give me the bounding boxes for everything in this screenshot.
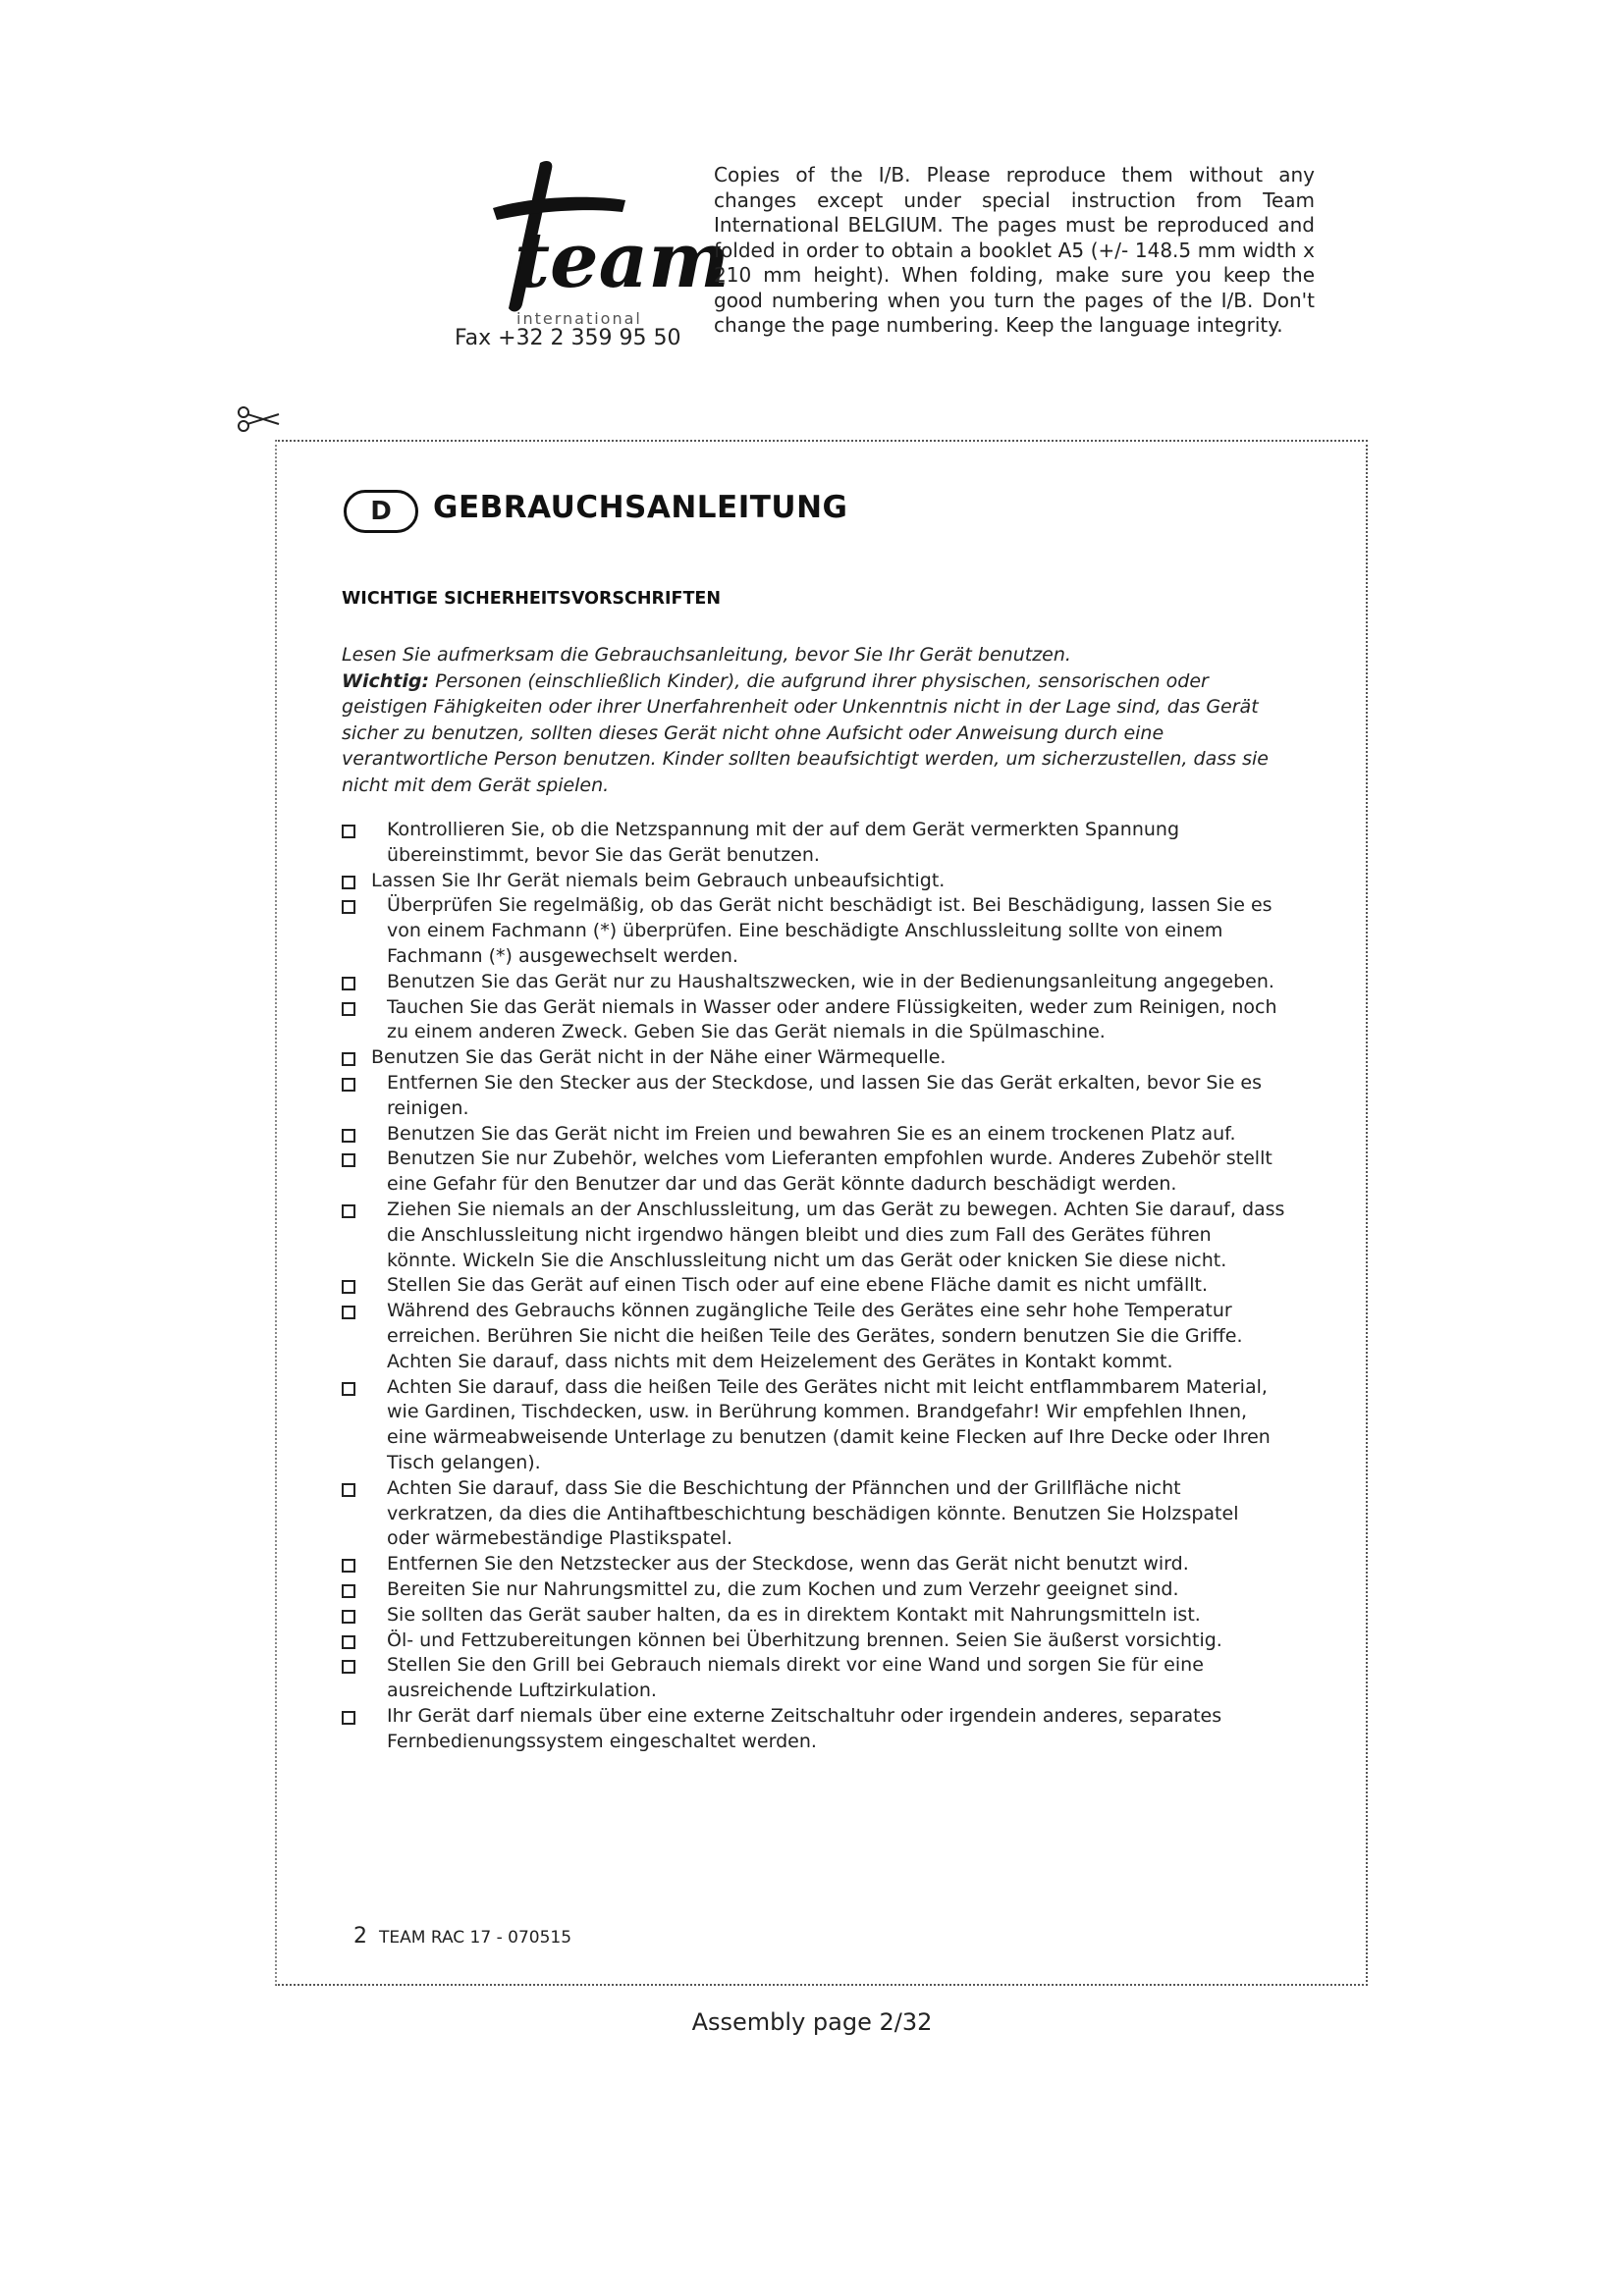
model-code: TEAM RAC 17 - 070515 [379, 1928, 572, 1948]
page-number: 2 [353, 1924, 367, 1949]
checkbox-bullet-icon [342, 1129, 355, 1143]
list-item: Stellen Sie das Gerät auf einen Tisch oder auf eine ebene Fläche damit es nicht umfällt. [342, 1273, 1286, 1299]
logo-subtext: international [516, 309, 642, 328]
logo-wordmark: team [514, 216, 730, 305]
checkbox-bullet-icon [342, 1280, 355, 1294]
language-badge: D [344, 490, 418, 533]
page-title: GEBRAUCHSANLEITUNG [433, 490, 848, 525]
checkbox-bullet-icon [342, 1584, 355, 1598]
assembly-page-label: Assembly page 2/32 [691, 2008, 933, 2036]
scissors-icon [236, 404, 281, 434]
list-item: Öl- und Fettzubereitungen können bei Überhitzung brennen. Seien Sie äußerst vorsichtig. [342, 1629, 1286, 1654]
checkbox-bullet-icon [342, 900, 355, 914]
list-item: Bereiten Sie nur Nahrungsmittel zu, die zum Kochen und zum Verzehr geeignet sind. [342, 1577, 1286, 1603]
warning-paragraph [342, 668, 1286, 799]
list-item: Benutzen Sie das Gerät nur zu Haushaltszwecken, wie in der Bedienungsanleitung angegeben. [342, 970, 1286, 995]
checkbox-bullet-icon [342, 1306, 355, 1319]
list-item: Achten Sie darauf, dass die heißen Teile des Gerätes nicht mit leicht entflammbarem Material, wie Gardinen, Tischdecken, usw. in Berührung kommen. Brandgefahr! Wir empfehlen Ihnen, eine wärmeabweisende Unterlage zu benutzen (damit keine Flecken auf Ihre Decke oder Ihren Tisch gelangen). [342, 1375, 1286, 1476]
safety-rules-list [342, 818, 1286, 1754]
checkbox-bullet-icon [342, 1153, 355, 1167]
list-item: Stellen Sie den Grill bei Gebrauch niemals direkt vor eine Wand und sorgen Sie für eine ausreichende Luftzirkulation. [342, 1653, 1286, 1704]
checkbox-bullet-icon [342, 1204, 355, 1218]
checkbox-bullet-icon [342, 876, 355, 889]
checkbox-bullet-icon [342, 1078, 355, 1092]
list-item: Entfernen Sie den Netzstecker aus der Steckdose, wenn das Gerät nicht benutzt wird. [342, 1552, 1286, 1577]
checkbox-bullet-icon [342, 1635, 355, 1649]
intro-line: Lesen Sie aufmerksam die Gebrauchsanleitung, bevor Sie Ihr Gerät benutzen. [342, 644, 1071, 666]
checkbox-bullet-icon [342, 1660, 355, 1674]
warning-text: Personen (einschließlich Kinder), die aufgrund ihrer physischen, sensorischen oder geistigen Fähigkeiten oder ihrer Unerfahrenheit oder Unkenntnis nicht in der Lage sind, das Gerät sicher zu benutzen, sollten dieses Gerät nicht ohne Aufsicht oder Anweisung durch eine verantwortliche Person benutzen. Kinder sollten beaufsichtigt werden, um sicherzustellen, dass sie nicht mit dem Gerät spielen. [342, 669, 1269, 796]
team-logo [454, 157, 730, 344]
list-item: Benutzen Sie nur Zubehör, welches vom Lieferanten empfohlen wurde. Anderes Zubehör stellt eine Gefahr für den Benutzer dar und das Gerät könnte dadurch beschädigt werden. [342, 1147, 1286, 1198]
checkbox-bullet-icon [342, 1483, 355, 1497]
checkbox-bullet-icon [342, 1052, 355, 1066]
list-item: Tauchen Sie das Gerät niemals in Wasser oder andere Flüssigkeiten, weder zum Reinigen, noch zu einem anderen Zweck. Geben Sie das Gerät niemals in die Spülmaschine. [342, 995, 1286, 1046]
list-item: Achten Sie darauf, dass Sie die Beschichtung der Pfännchen und der Grillfläche nicht verkratzen, da dies die Antihaftbeschichtung beschädigen könnte. Benutzen Sie Holzspatel oder wärmebeständige Plastikspatel. [342, 1476, 1286, 1552]
checkbox-bullet-icon [342, 1559, 355, 1573]
checkbox-bullet-icon [342, 1002, 355, 1016]
list-item: Sie sollten das Gerät sauber halten, da es in direktem Kontakt mit Nahrungsmitteln ist. [342, 1603, 1286, 1629]
list-item: Überprüfen Sie regelmäßig, ob das Gerät nicht beschädigt ist. Bei Beschädigung, lassen Sie es von einem Fachmann (*) überprüfen. Eine beschädigte Anschlussleitung sollte von einem Fachmann (*) ausgewechselt werden. [342, 893, 1286, 969]
checkbox-bullet-icon [342, 825, 355, 838]
list-item: Ihr Gerät darf niemals über eine externe Zeitschaltuhr oder irgendein anderes, separates Fernbedienungssystem eingeschaltet werden. [342, 1704, 1286, 1755]
fax-number: Fax +32 2 359 95 50 [455, 326, 681, 350]
checkbox-bullet-icon [342, 977, 355, 990]
list-item: Benutzen Sie das Gerät nicht in der Nähe einer Wärmequelle. [342, 1045, 1286, 1071]
list-item: Während des Gebrauchs können zugängliche Teile des Gerätes eine sehr hohe Temperatur erreichen. Berühren Sie nicht die heißen Teile des Gerätes, sondern benutzen Sie die Griffe. Achten Sie darauf, dass nichts mit dem Heizelement des Gerätes in Kontakt kommt. [342, 1299, 1286, 1374]
list-item: Kontrollieren Sie, ob die Netzspannung mit der auf dem Gerät vermerkten Spannung übereinstimmt, bevor Sie das Gerät benutzen. [342, 818, 1286, 869]
list-item: Ziehen Sie niemals an der Anschlussleitung, um das Gerät zu bewegen. Achten Sie darauf, dass die Anschlussleitung nicht irgendwo hängen bleibt und dies zum Fall des Gerätes führen könnte. Wickeln Sie die Anschlussleitung nicht um das Gerät oder knicken Sie diese nicht. [342, 1198, 1286, 1273]
warning-label: Wichtig: [342, 669, 430, 692]
checkbox-bullet-icon [342, 1382, 355, 1396]
intro-paragraph [342, 642, 1286, 798]
checkbox-bullet-icon [342, 1711, 355, 1725]
list-item: Lassen Sie Ihr Gerät niemals beim Gebrauch unbeaufsichtigt. [342, 869, 1286, 894]
checkbox-bullet-icon [342, 1610, 355, 1624]
list-item: Entfernen Sie den Stecker aus der Steckdose, und lassen Sie das Gerät erkalten, bevor Sie es reinigen. [342, 1071, 1286, 1122]
section-heading: WICHTIGE SICHERHEITSVORSCHRIFTEN [342, 589, 722, 609]
copies-instruction: Copies of the I/B. Please reproduce them without any changes except under special instruction from Team International BELGIUM. The pages must be reproduced and folded in order to obtain a booklet A5 (+/- 148.5 mm width x 210 mm height). When folding, make sure you keep the good numbering when you turn the pages of the I/B. Don't change the page numbering. Keep the language integrity. [714, 163, 1315, 337]
list-item: Benutzen Sie das Gerät nicht im Freien und bewahren Sie es an einem trockenen Platz auf. [342, 1122, 1286, 1148]
